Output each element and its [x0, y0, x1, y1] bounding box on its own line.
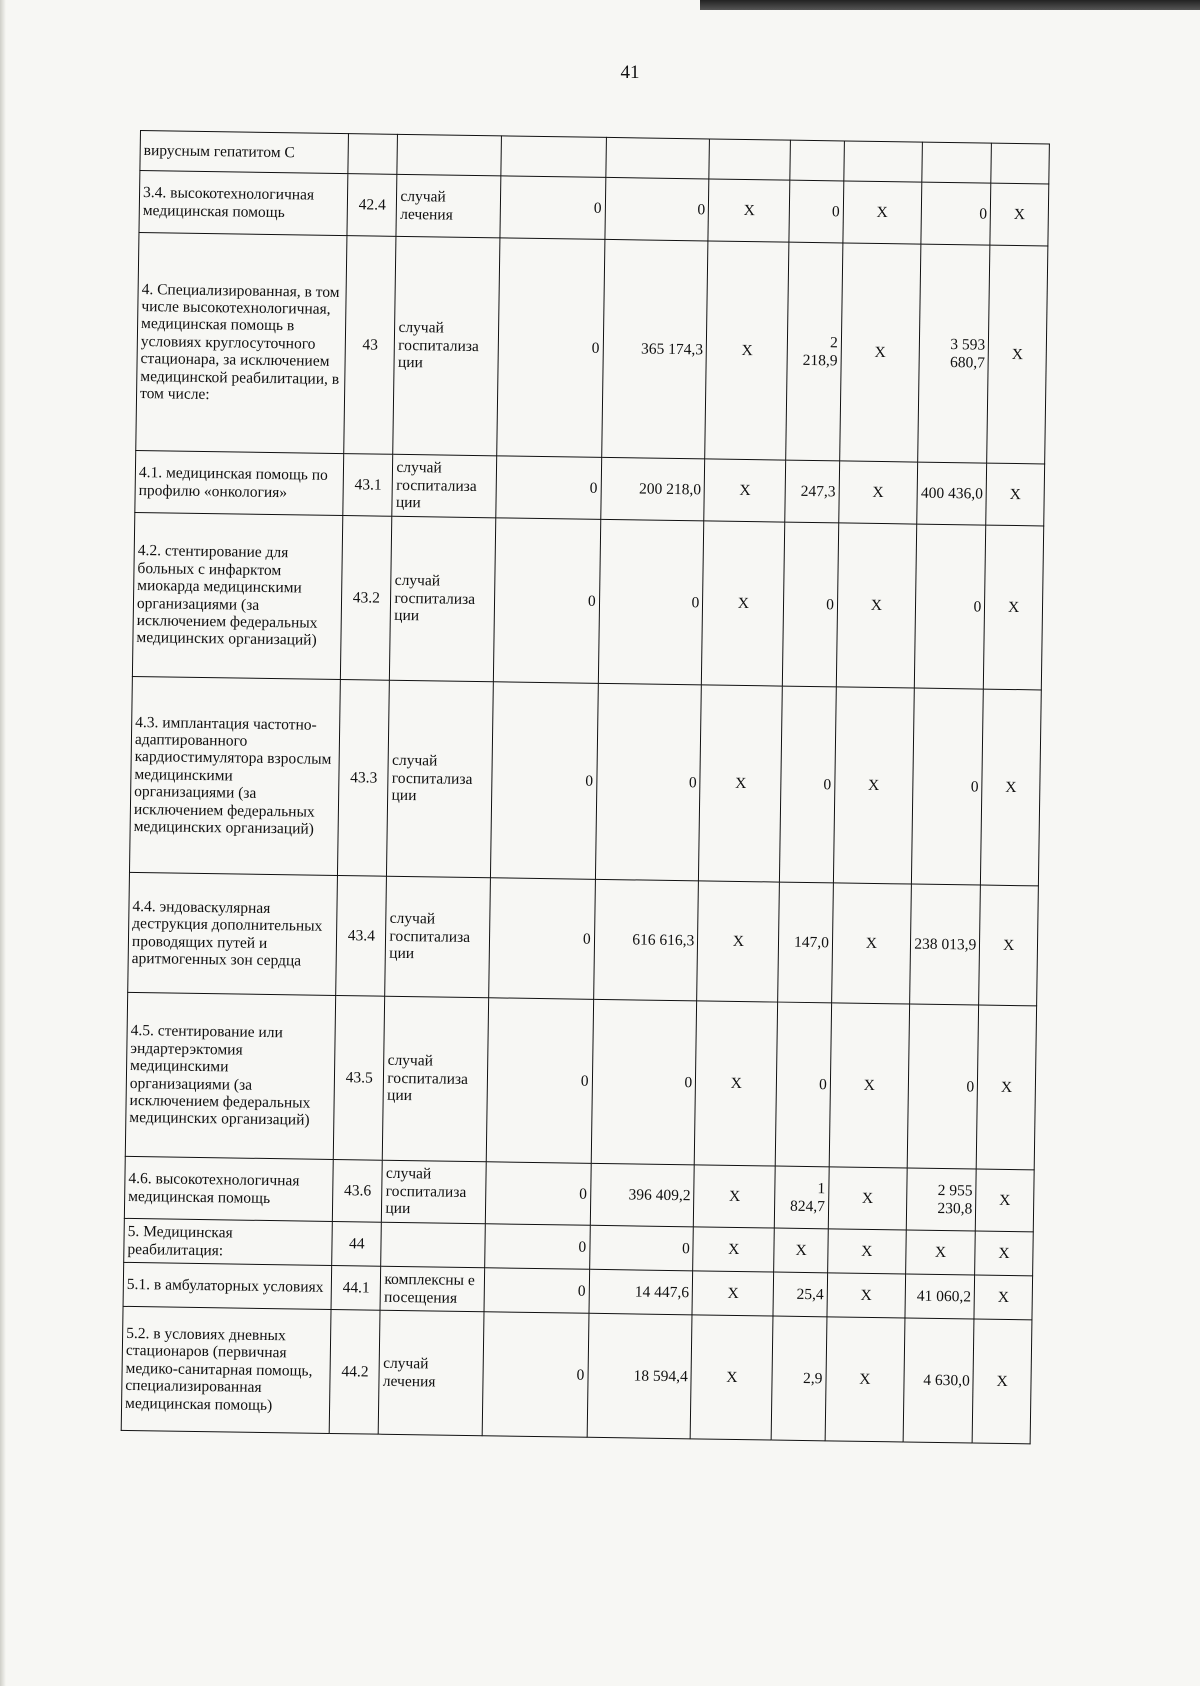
cell-unit: случай госпитализа ции	[392, 454, 497, 518]
cell-col6: 41 060,2	[905, 1274, 975, 1319]
cell-col1: 0	[485, 1224, 590, 1270]
cell-col4: 0	[780, 686, 836, 883]
page-number: 41	[620, 62, 640, 83]
cell-col4: 247,3	[785, 460, 839, 523]
cell-col2: 0	[591, 999, 697, 1165]
cell-unit: случай госпитализа ции	[393, 236, 500, 456]
cell-col3: Х	[705, 241, 789, 460]
cell-col5: Х	[840, 243, 921, 462]
cell-col3	[709, 139, 791, 180]
cell-name: 4.2. стентирование для больных с инфарктом миокарда медицинскими организациями (за исключением федеральных медицинских организаций)	[132, 512, 343, 679]
cell-code: 43.2	[341, 516, 393, 681]
table-row	[121, 1306, 1032, 1443]
cell-col6: 3 593 680,7	[918, 244, 991, 463]
cell-col6: 0	[914, 524, 986, 689]
cell-col2: 0	[595, 683, 702, 881]
cell-col5: Х	[839, 461, 918, 524]
cell-col7: Х	[987, 245, 1048, 464]
cell-col1: 0	[497, 238, 605, 458]
cell-col7: Х	[976, 1169, 1035, 1232]
cell-col6: 0	[907, 1004, 979, 1169]
cell-unit: случай госпитализа ции	[385, 876, 490, 998]
cell-name: 4. Специализированная, в том числе высокотехнологичная, медицинская помощь в условиях круглосуточного стационара, за исключением медицинской реабилитации, в том числе:	[136, 232, 347, 453]
cell-col4: 147,0	[778, 882, 833, 1003]
cell-col5	[844, 141, 923, 182]
cell-name: 4.4. эндоваскулярная деструкция дополнительных проводящих путей и аритмогенных зон сердца	[128, 872, 338, 995]
cell-col1: 0	[482, 1312, 588, 1438]
cell-col7: Х	[984, 525, 1044, 690]
cell-col4: 25,4	[773, 1272, 827, 1317]
cell-code: 43.6	[333, 1159, 383, 1222]
cell-col5: Х	[825, 1317, 905, 1442]
cell-code: 43	[344, 236, 396, 455]
table-row	[129, 676, 1041, 885]
cell-col5: Х	[832, 883, 912, 1004]
table-row	[136, 232, 1048, 463]
cell-col3: Х	[692, 1271, 774, 1316]
cell-col4: 2 218,9	[786, 242, 843, 461]
cell-col7: Х	[975, 1231, 1033, 1276]
cell-name: 5. Медицинская реабилитация:	[124, 1218, 333, 1265]
cell-name: 4.5. стентирование или эндартерэктомия медицинскими организациями (за исключением федеральных медицинских организаций)	[125, 992, 336, 1159]
scan-left-edge	[0, 0, 6, 1686]
cell-col3: Х	[697, 881, 780, 1002]
cell-col4: 0	[776, 1002, 832, 1167]
cell-col6: Х	[905, 1230, 975, 1275]
cell-unit: случай госпитализа ции	[387, 680, 494, 878]
cell-col7: Х	[974, 1275, 1032, 1320]
cell-col1: 0	[490, 682, 598, 880]
cell-col1: 0	[496, 456, 602, 520]
cell-name: 5.2. в условиях дневных стационаров (первичная медико-санитарная помощь, специализированная медицинская помощь)	[121, 1306, 331, 1433]
cell-col2: 396 409,2	[590, 1163, 695, 1227]
cell-col6: 238 013,9	[909, 884, 980, 1005]
cell-name: вирусным гепатитом С	[140, 131, 349, 174]
cell-col1: 0	[493, 518, 600, 684]
cell-col7	[991, 143, 1049, 184]
cell-col2: 616 616,3	[593, 879, 698, 1001]
cell-col2: 14 447,6	[589, 1269, 693, 1315]
cell-col7: Х	[979, 885, 1039, 1006]
cell-name: 4.3. имплантация частотно-адаптированного кардиостимулятора взрослым медицинскими организациями (за исключением федеральных медицинских организаций)	[129, 676, 340, 875]
cell-code: 43.4	[336, 876, 387, 997]
cell-col2: 200 218,0	[600, 457, 705, 521]
cell-col4: 2,9	[772, 1316, 827, 1441]
cell-code: 44	[332, 1221, 382, 1266]
cell-name: 4.1. медицинская помощь по профилю «онкология»	[135, 450, 344, 515]
cell-col3: Х	[695, 1001, 779, 1166]
cell-col7: Х	[990, 183, 1049, 246]
cell-col2	[606, 137, 710, 179]
cell-code: 43.3	[338, 680, 390, 877]
cell-code: 43.1	[343, 454, 393, 517]
cell-col5: Х	[828, 1167, 907, 1230]
cell-col3: Х	[704, 459, 786, 522]
cell-col3: Х	[702, 521, 786, 686]
cell-code: 43.5	[334, 996, 386, 1161]
cell-unit: случай госпитализа ции	[390, 516, 496, 682]
cell-col3: Х	[694, 1165, 776, 1228]
cell-unit	[397, 134, 501, 176]
cell-unit: случай госпитализа ции	[383, 996, 489, 1162]
cell-col2: 18 594,4	[587, 1313, 692, 1439]
cell-col6	[922, 142, 992, 183]
cell-col6: 400 436,0	[917, 462, 987, 525]
data-table	[121, 130, 1050, 1444]
cell-unit: случай лечения	[379, 1310, 484, 1436]
cell-col3: Х	[699, 685, 783, 882]
cell-col5: Х	[843, 181, 922, 244]
cell-col1	[501, 136, 606, 178]
cell-col6: 2 955 230,8	[906, 1168, 976, 1231]
cell-col7: Х	[972, 1319, 1032, 1444]
cell-unit: случай лечения	[396, 174, 501, 238]
cell-col2: 0	[589, 1225, 693, 1271]
cell-col2: 0	[605, 177, 710, 241]
cell-unit: комплексны е посещения	[380, 1266, 484, 1312]
cell-col2: 365 174,3	[601, 239, 708, 459]
cell-col3: Х	[693, 1227, 775, 1272]
cell-col5: Х	[836, 523, 916, 688]
cell-col5: Х	[827, 1229, 906, 1274]
cell-col7: Х	[976, 1005, 1036, 1170]
table-body	[121, 131, 1049, 1444]
cell-col6: 0	[921, 182, 991, 245]
cell-col4	[790, 140, 844, 181]
cell-col1: 0	[485, 1162, 591, 1226]
cell-code: 44.1	[331, 1265, 381, 1310]
cell-col1: 0	[484, 1268, 589, 1314]
cell-col6: 0	[911, 688, 983, 885]
cell-col4: Х	[774, 1228, 828, 1273]
table-row	[128, 872, 1039, 1005]
cell-code	[348, 134, 398, 175]
cell-col5: Х	[833, 687, 914, 884]
cell-col3: Х	[690, 1315, 773, 1440]
cell-code: 42.4	[347, 174, 397, 237]
cell-unit: случай госпитализа ции	[382, 1160, 487, 1224]
cell-col3: Х	[708, 179, 790, 242]
table-row	[132, 512, 1043, 689]
cell-code: 44.2	[329, 1309, 380, 1434]
cell-col7: Х	[986, 463, 1045, 526]
scan-border-bar	[700, 0, 1200, 10]
cell-name: 5.1. в амбулаторных условиях	[123, 1262, 332, 1309]
cell-unit	[381, 1222, 485, 1268]
cell-col4: 0	[783, 522, 839, 687]
cell-col1: 0	[486, 998, 593, 1164]
cell-name: 3.4. высокотехнологичная медицинская помощь	[139, 171, 348, 236]
cell-col1: 0	[500, 176, 606, 240]
cell-col5: Х	[827, 1273, 906, 1318]
cell-name: 4.6. высокотехнологичная медицинская помощь	[124, 1156, 333, 1221]
cell-col1: 0	[489, 878, 595, 1000]
cell-col4: 0	[789, 180, 843, 243]
cell-col2: 0	[598, 519, 704, 685]
cell-col7: Х	[981, 689, 1042, 886]
cell-col5: Х	[829, 1003, 909, 1168]
cell-col6: 4 630,0	[903, 1318, 974, 1443]
cell-col4: 1 824,7	[775, 1166, 829, 1229]
table-row	[125, 992, 1036, 1169]
